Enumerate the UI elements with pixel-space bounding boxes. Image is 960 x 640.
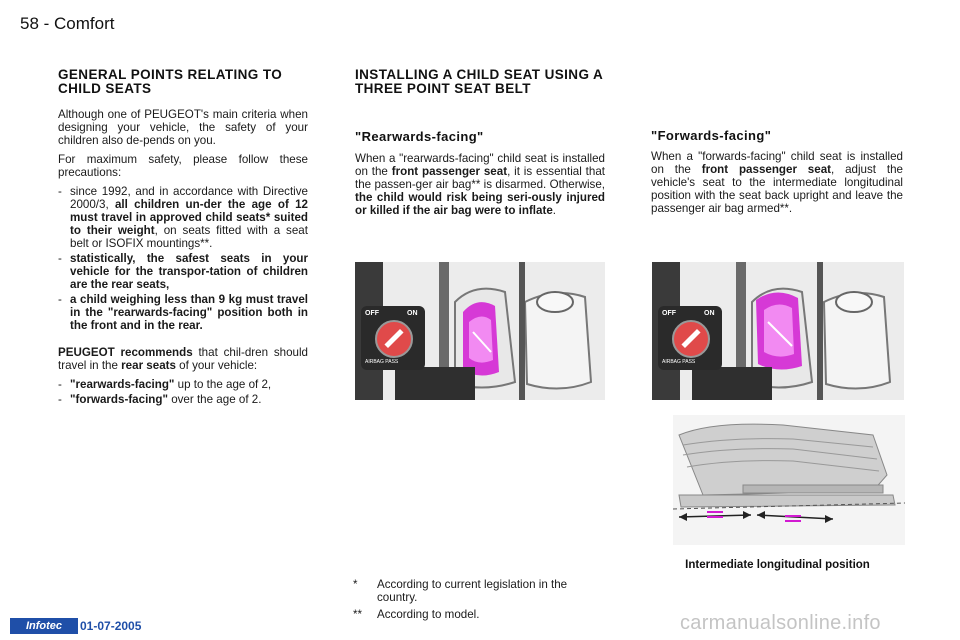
recommendation-list <box>58 378 308 406</box>
recommendation-item: - "forwards-facing" over the age of 2. <box>58 393 308 406</box>
general-intro: Although one of PEUGEOT's main criteria when designing your vehicle, the safety of your children also de-pends on you. <box>58 108 308 147</box>
forwards-body: When a "forwards-facing" child seat is installed on the front passenger seat, adjust the vehicle's seat to the intermediate longitudinal position with the seat back upright and leave the passenger air bag armed**. <box>651 150 903 215</box>
rearwards-body: When a "rearwards-facing" child seat is installed on the front passenger seat, it is essential that the passen-ger air bag** is disarmed. Otherwise, the child would risk being seri-ously injured or killed if the air bag were to inflate. <box>355 152 605 217</box>
install-title: INSTALLING A CHILD SEAT USING A THREE POINT SEAT BELT <box>355 67 603 96</box>
recommendation-item: - "rearwards-facing" up to the age of 2, <box>58 378 308 391</box>
airbag-switch-icon <box>672 320 710 358</box>
airbag-panel <box>658 306 722 370</box>
airbag-off-label: OFF <box>365 310 379 317</box>
forwards-seat-figure <box>652 262 904 400</box>
seat-rail-figure <box>673 415 905 545</box>
footnotes <box>353 578 608 625</box>
rearwards-seat-figure <box>355 262 605 400</box>
precaution-item: - statistically, the safest seats in your vehicle for the transpor-tation of children are the rear seats, <box>58 252 308 291</box>
footnote-2: ** According to model. <box>353 608 480 621</box>
airbag-off-label: OFF <box>662 310 676 317</box>
precaution-item: - a child weighing less than 9 kg must travel in the "rearwards-facing" position both in the front and in the rear. <box>58 293 308 332</box>
footnote-1: * According to current legislation in the country. <box>353 578 568 604</box>
general-title: GENERAL POINTS RELATING TO CHILD SEATS <box>58 67 283 96</box>
general-body <box>58 108 308 408</box>
watermark: carmanualsonline.info <box>680 612 881 634</box>
airbag-panel <box>361 306 425 370</box>
rearwards-title: "Rearwards-facing" <box>355 129 484 144</box>
figure-caption: Intermediate longitudinal position <box>685 559 870 571</box>
airbag-on-label: ON <box>704 310 715 317</box>
airbag-switch-icon <box>375 320 413 358</box>
recommendation: PEUGEOT recommends that chil-dren should travel in the rear seats of your vehicle: <box>58 346 308 372</box>
forwards-title: "Forwards-facing" <box>651 128 772 143</box>
general-precautions: For maximum safety, please follow these precautions: <box>58 153 308 179</box>
airbag-on-label: ON <box>407 310 418 317</box>
airbag-pass-label: AIRBAG PASS <box>365 359 399 365</box>
airbag-pass-label: AIRBAG PASS <box>662 359 696 365</box>
precautions-list <box>58 185 308 332</box>
page-header: 58 - Comfort <box>20 14 115 33</box>
infotec-logo: Infotec <box>10 618 78 634</box>
precaution-item: - since 1992, and in accordance with Directive 2000/3, all children un-der the age of 12 must travel in approved child seats* suited to their weight, on seats fitted with a seat belt or ISOFIX mountings**. <box>58 185 308 250</box>
publication-date: 01-07-2005 <box>80 619 142 633</box>
